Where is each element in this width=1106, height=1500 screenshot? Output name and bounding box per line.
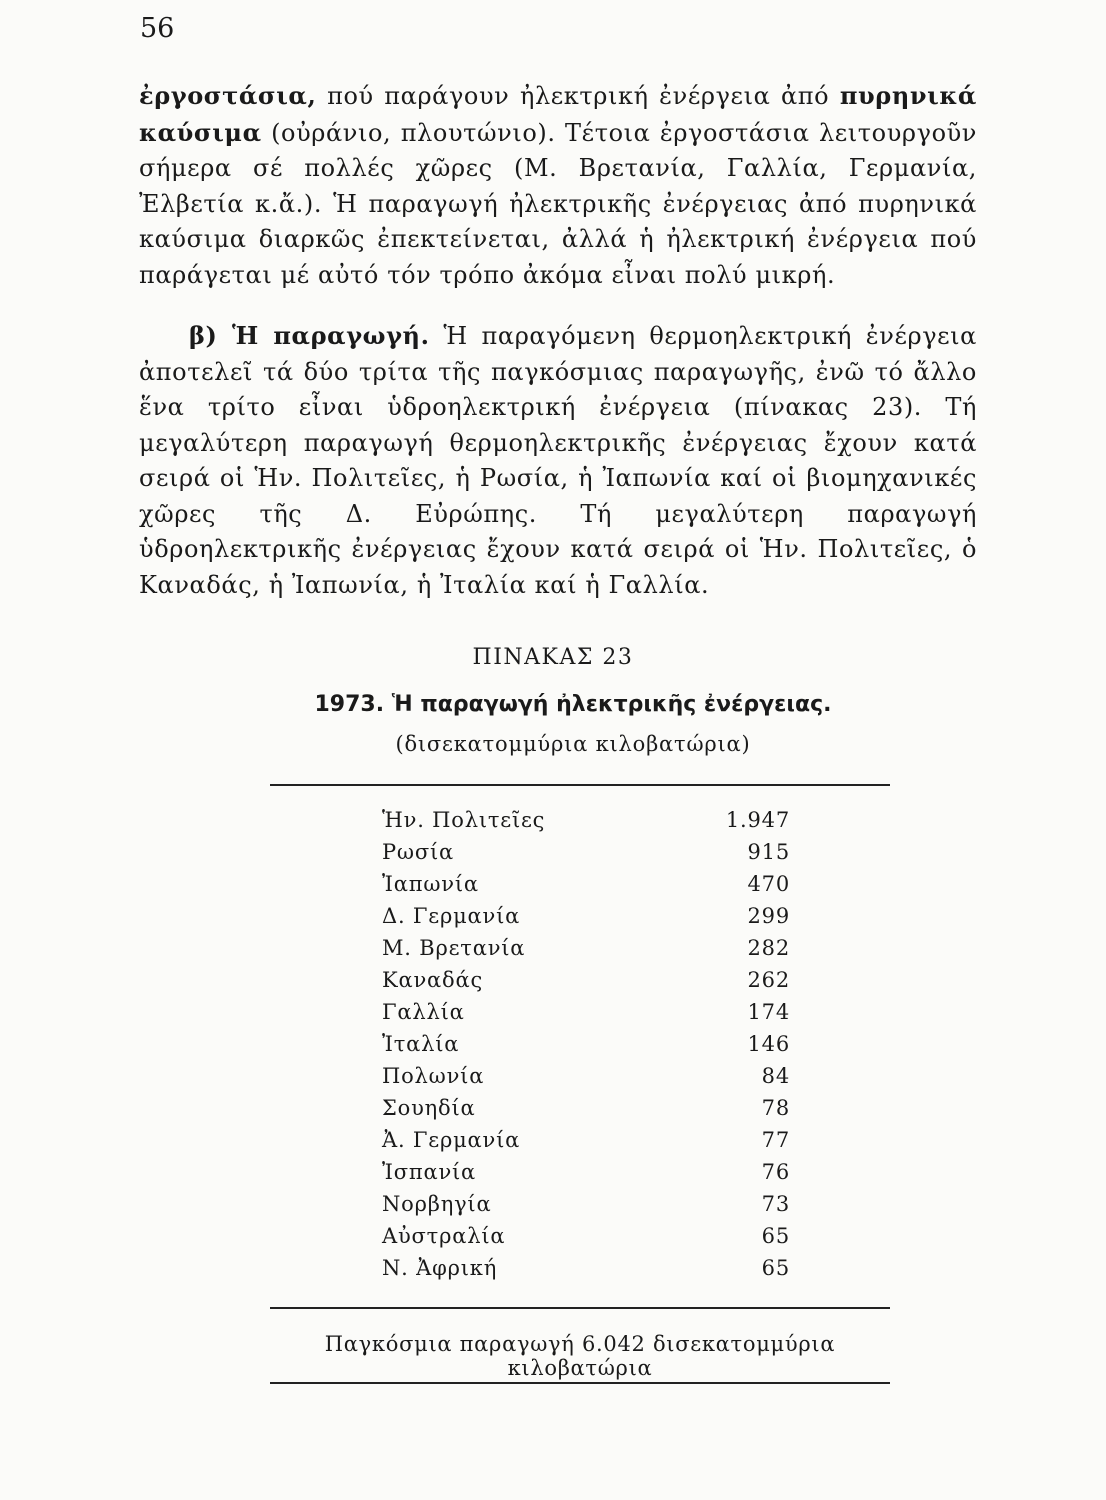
- production-value: 915: [747, 840, 790, 864]
- paragraph-nuclear-fuels: [139, 78, 977, 293]
- production-value: 65: [761, 1256, 790, 1280]
- production-value: 470: [747, 872, 790, 896]
- country-name: Νορβηγία: [382, 1192, 492, 1216]
- table-row: [380, 1224, 790, 1256]
- table-row: [380, 872, 790, 904]
- country-name: Ἡν. Πολιτεῖες: [382, 808, 546, 832]
- country-name: Καναδάς: [382, 968, 484, 992]
- production-value: 78: [761, 1096, 790, 1120]
- paragraph1-bold-lead: ἐργοστάσια,: [139, 81, 317, 110]
- table-row: [380, 936, 790, 968]
- production-value: 65: [761, 1224, 790, 1248]
- country-name: Σουηδία: [382, 1096, 476, 1120]
- table-row: [380, 904, 790, 936]
- table-row: [380, 1192, 790, 1224]
- table-title: 1973. Ἡ παραγωγή ἠλεκτρικῆς ἐνέργειας.: [314, 692, 832, 717]
- table-label: ΠΙΝΑΚΑΣ 23: [472, 645, 634, 670]
- country-name: Ἰσπανία: [382, 1160, 477, 1184]
- country-name: Αὐστραλία: [382, 1224, 506, 1248]
- table-row: [380, 1160, 790, 1192]
- world-production-total: Παγκόσμια παραγωγή 6.042 δισεκατομμύρια κιλοβατώρια: [324, 1332, 836, 1380]
- table-row: [380, 968, 790, 1000]
- table-middle-rule: [270, 1307, 890, 1309]
- country-name: Ἰαπωνία: [382, 872, 479, 896]
- country-name: Μ. Βρετανία: [382, 936, 526, 960]
- table-row: [380, 840, 790, 872]
- table-row: [380, 808, 790, 840]
- production-value: 84: [761, 1064, 790, 1088]
- table-row: [380, 1128, 790, 1160]
- electricity-production-table: [380, 808, 790, 1288]
- table-subtitle: (δισεκατομμύρια κιλοβατώρια): [395, 732, 751, 756]
- paragraph2-text: Ἡ παραγόμενη θερμοηλεκτρική ἐνέργεια ἀποτελεῖ τά δύο τρίτα τῆς παγκόσμιας παραγωγῆς, ἐνῶ τό ἄλλο ἕνα τρίτο εἶναι ὑδροηλεκτρική ἐνέργεια (πίνακας 23). Τή μεγαλύτερη παραγωγή θερμοηλεκτρικῆς ἐνέργειας ἔχουν κατά σειρά οἱ Ἡν. Πολιτεῖες, ἡ Ρωσία, ἡ Ἰαπωνία καί οἱ βιομηχανικές χῶρες τῆς Δ. Εὐρώπης. Τή μεγαλύτερη παραγωγή ὑδροηλεκτρικῆς ἐνέργειας ἔχουν κατά σειρά οἱ Ἡν. Πολιτεῖες, ὁ Καναδάς, ἡ Ἰαπωνία, ἡ Ἰταλία καί ἡ Γαλλία.: [139, 322, 977, 599]
- table-row: [380, 1000, 790, 1032]
- table-row: [380, 1096, 790, 1128]
- page-number: 56: [140, 13, 175, 44]
- country-name: Δ. Γερμανία: [382, 904, 521, 928]
- production-value: 262: [747, 968, 790, 992]
- table-row: [380, 1256, 790, 1288]
- production-value: 76: [761, 1160, 790, 1184]
- country-name: Ἰταλία: [382, 1032, 460, 1056]
- production-value: 77: [761, 1128, 790, 1152]
- paragraph1-text2: (οὐράνιο, πλουτώνιο). Τέτοια ἐργοστάσια λειτουργοῦν σήμερα σέ πολλές χῶρες (Μ. Βρετανία, Γαλλία, Γερμανία, Ἐλβετία κ.ἄ.). Ἡ παραγωγή ἠλεκτρικῆς ἐνέργειας ἀπό πυρηνικά καύσιμα διαρκῶς ἐπεκτείνεται, ἀλλά ἡ ἠλεκτρική ἐνέργεια πού παράγεται μέ αὐτό τόν τρόπο ἀκόμα εἶναι πολύ μικρή.: [139, 118, 977, 289]
- table-bottom-rule: [270, 1382, 890, 1384]
- table-row: [380, 1032, 790, 1064]
- paragraph1-bold-term: πυρηνικά καύσιμα: [139, 81, 977, 147]
- country-name: Πολωνία: [382, 1064, 485, 1088]
- production-value: 1.947: [725, 808, 790, 832]
- production-value: 146: [747, 1032, 790, 1056]
- table-row: [380, 1064, 790, 1096]
- paragraph2-bold-lead: β) Ἡ παραγωγή.: [189, 321, 430, 350]
- table-top-rule: [270, 784, 890, 786]
- country-name: Γαλλία: [382, 1000, 465, 1024]
- paragraph-production: [139, 318, 977, 603]
- paragraph1-text1: πού παράγουν ἠλεκτρική ἐνέργεια ἀπό: [316, 82, 840, 110]
- country-name: Ἀ. Γερμανία: [382, 1128, 521, 1152]
- production-value: 174: [747, 1000, 790, 1024]
- production-value: 73: [761, 1192, 790, 1216]
- country-name: Ρωσία: [382, 840, 455, 864]
- production-value: 282: [747, 936, 790, 960]
- country-name: Ν. Ἀφρική: [382, 1256, 498, 1280]
- production-value: 299: [747, 904, 790, 928]
